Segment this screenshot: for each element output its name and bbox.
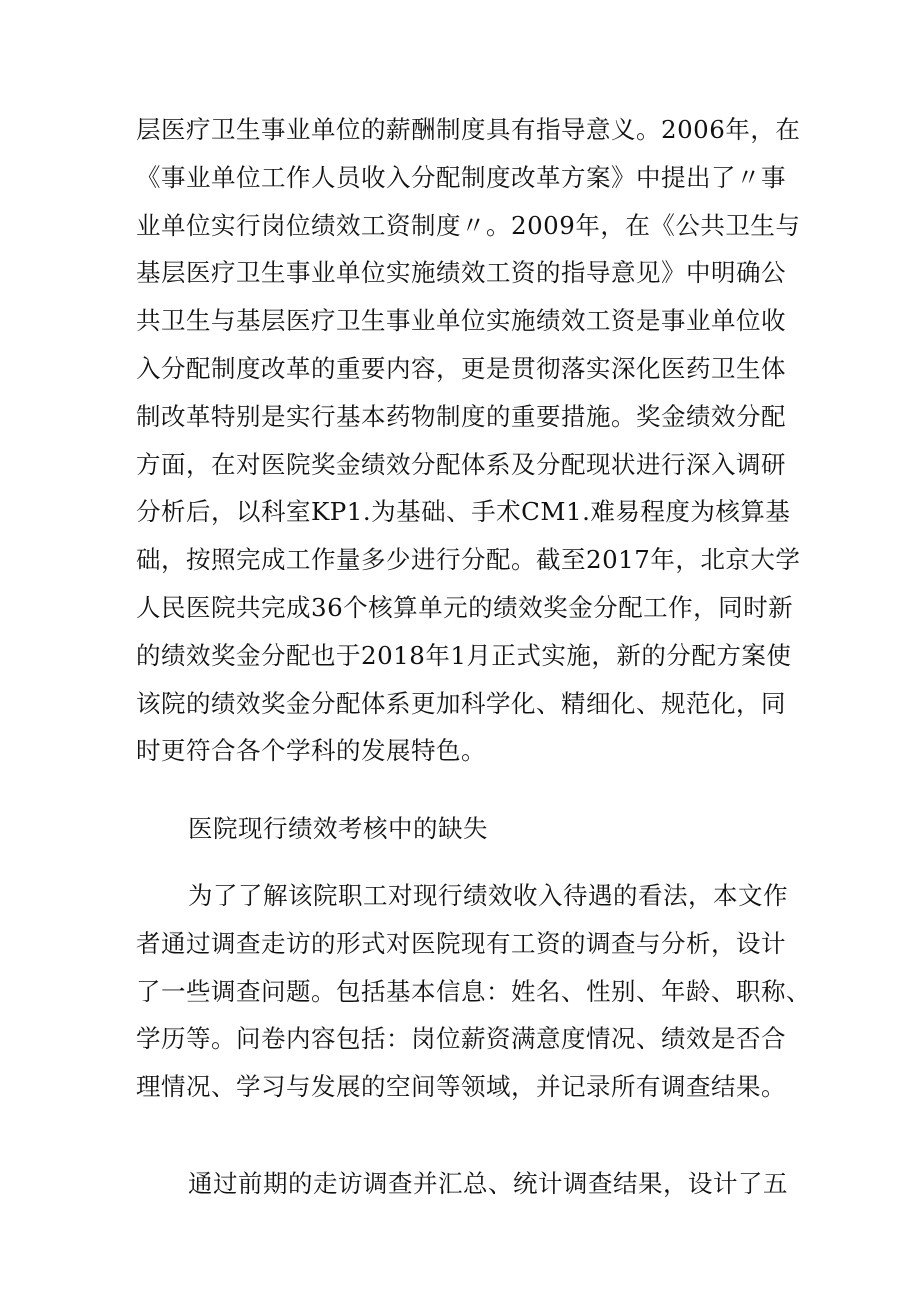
text-line: 础，按照完成工作量多少进行分配。截至2017年，北京大学 xyxy=(136,545,801,575)
text-line: 理情况、学习与发展的空间等领域，并记录所有调查结果。 xyxy=(136,1072,786,1102)
text-line: 通过前期的走访调查并汇总、统计调查结果，设计了五 xyxy=(188,1169,788,1198)
text-line: 共卫生与基层医疗卫生事业单位实施绩效工资是事业单位收 xyxy=(136,306,786,336)
text-line: 的绩效奖金分配也于2018年1月正式实施，新的分配方案使 xyxy=(136,640,792,670)
text-line: 了一些调查问题。包括基本信息：姓名、性别、年龄、职称、 xyxy=(136,976,811,1006)
text-line: 基层医疗卫生事业单位实施绩效工资的指导意见》中明确公 xyxy=(136,258,786,288)
text-line: 该院的绩效奖金分配体系更加科学化、精细化、规范化，同 xyxy=(136,688,786,718)
paragraph-survey xyxy=(136,872,811,1111)
text-line: 为了了解该院职工对现行绩效收入待遇的看法，本文作 xyxy=(188,881,788,910)
paragraph-results xyxy=(136,1160,796,1208)
paragraph-salary-policy xyxy=(136,106,801,775)
text-line: 《事业单位工作人员收入分配制度改革方案》中提出了〃事 xyxy=(136,162,786,192)
text-line: 时更符合各个学科的发展特色。 xyxy=(136,736,486,766)
section-heading: 医院现行绩效考核中的缺失 xyxy=(188,814,488,843)
text-line: 入分配制度改革的重要内容，更是贯彻落实深化医药卫生体 xyxy=(136,353,786,383)
text-line: 学历等。问卷内容包括：岗位薪资满意度情况、绩效是否合 xyxy=(136,1024,786,1054)
text-line: 方面，在对医院奖金绩效分配体系及分配现状进行深入调研 xyxy=(136,449,786,479)
text-line: 者通过调查走访的形式对医院现有工资的调查与分析，设计 xyxy=(136,928,786,958)
text-line: 层医疗卫生事业单位的薪酬制度具有指导意义。2006年，在 xyxy=(136,115,801,144)
section-heading-block xyxy=(136,805,796,853)
text-line: 业单位实行岗位绩效工资制度〃。2009年，在《公共卫生与 xyxy=(136,210,801,240)
text-line: 人民医院共完成36个核算单元的绩效奖金分配工作，同时新 xyxy=(136,592,794,622)
text-line: 分析后，以科室KP1.为基础、手术CM1.难易程度为核算基 xyxy=(136,497,791,527)
text-line: 制改革特别是实行基本药物制度的重要措施。奖金绩效分配 xyxy=(136,401,786,431)
